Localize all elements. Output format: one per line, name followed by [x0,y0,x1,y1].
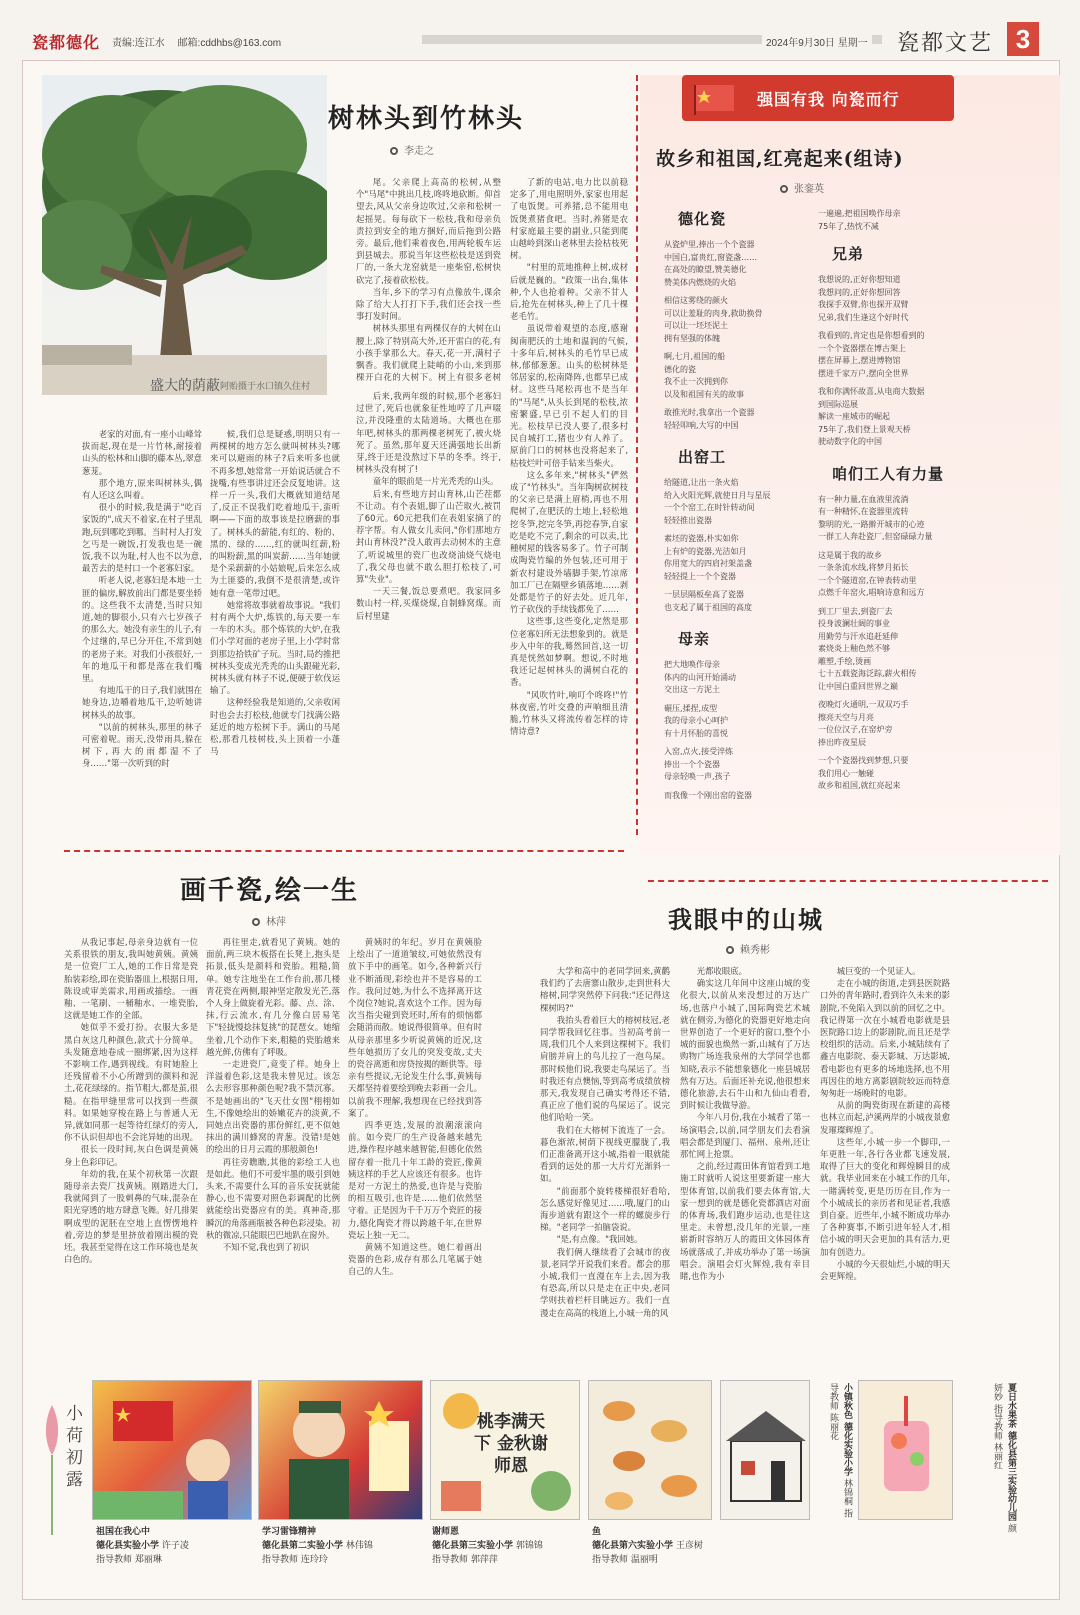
artwork-6 [858,1380,953,1520]
column-label [40,1395,90,1545]
tree-photo [42,75,327,395]
artwork-3 [430,1380,580,1520]
artwork-4-caption: 鱼 德化县第六实验小学 王彦树 指导教师 温丽明 [592,1527,703,1565]
photo-credit: 阿贻摄于水口镇久住村 [220,381,311,391]
artwork-3-text: 桃李满天下 金秋谢师恩 [474,1412,548,1476]
poem-title: 故乡和祖国,红亮起来(组诗) [656,148,904,170]
issue-date: 2024年9月30日 星期一 [762,34,872,49]
poem-section-heading: 咱们工人有力量 [832,464,945,483]
byline-dot-icon [252,918,260,926]
artwork-2 [258,1380,423,1520]
artwork-5-caption: 小镇秋色 德化实验小学 林锦桐 指导教师 陈丽花 [828,1383,852,1518]
photo-caption: 盛大的荫蔽 [150,378,220,394]
editor-info [112,34,281,49]
article1-column-1: 老家的对面,有一座小山峰耸拔而起,现在是一片竹林,耐接着山头的松林和山脚的藤本丛,翠意葱茏。 那个地方,原来叫树林头,偶有人还这么叫着。 很小的时候,我是满于"吃百家饭的",成天不着家,在村子里乱跑,玩到哪吃到哪。当时村人打发乞丐是一碗饭,打发我也是一碗饭,我不以为耻,村人也不以为意,最苦去的是村口一个老寡妇家。 听老人说,老寡妇是本地一土匪的偏房,解放前出门都是要坐轿的。这些我不太清楚,当时只知道,她的脚很小,只有六七岁孩子的那么大。她没有亲生的儿子,有个过继的,早已分开住,不常到她的老房子来。对我们小孩很好,一年的地瓜干和都是落在我们嘴里。 有地瓜干的日子,我们就围在她身边,边嚼着地瓜干,边听她讲树林头的故事。 "以前的树林头,那里的林子可密着呢。雨天,没带雨具,躲在树下,再大的雨都湿不了身……"第一次听到的时 [82,429,202,769]
section-divider [64,850,624,852]
poem-byline: 张銮英 [780,180,824,195]
poem-section-lines: 给隧道,让出一条火焰 给入火阳光辉,就使日月与星辰 一个个窑工,在时针转动间 轻轻推出瓷器 素坯的瓷器,朴实如你 上有炉的瓷器,光洁如月 你用宽大的四肩衬架盖盏 轻轻提上一个个瓷器 一层层隔板垒高了瓷器 也支起了属于祖国的高度 [664,478,771,612]
article1-byline: 李走之 [390,142,434,157]
masthead [22,20,1060,58]
children-art-strip [40,1375,1045,1590]
theme-banner [682,75,954,121]
poem-column-left [664,208,804,802]
theme-banner-text: 强国有我 向瓷而行 [757,90,900,109]
poem-section-heading: 兄弟 [832,245,865,263]
poem-section-heading: 母亲 [678,630,711,648]
artwork-1-caption: 祖国在我心中 德化县实验小学 许子凌 指导教师 郑丽琳 [96,1527,189,1565]
byline-dot-icon [780,185,788,193]
page-number: 3 [1007,22,1039,56]
artwork-2-image [259,1381,423,1520]
poem-section-lines: 有一种力量,在血液里流淌 有一种精怀,在瓷器里流转 黎明的光,一路擀开城市的心迹 一群工人奔赴瓷厂,但窑碌碌力量 这是属于我的故乡 一条条流水线,将梦月拓长 一个个隧道窑,在钟表转动里 点燃千年窑火,唱响诗意和远方 到工厂里去,到瓷厂去 投身波澜壮阔的事业 用勤劳与汗水追赶延伸 素烧炎上釉色然不够 雕塑,手绘,烫画 七十五载瓷海泛踪,薪火相传 让中国白重回世界之巅 夜晚灯火通明,一双双巧手 擦亮天空与月亮 一位位汉子,在窑炉旁 捧出昨夜星辰 一个个瓷器找到梦想,只要 我们用心一触碰 故乡和祖国,就红亮起来 [818,494,933,790]
article1-column-3: 尾。父亲爬上高高的松树,从整个"马尾"中挑出几枝,咚咚地砍断。仰首望去,风从父亲身边吹过,父亲和松树一起摇晃。每每砍下一松枝,我和母亲负责拉到安全的地方捆好,而后拖到公路旁。最后,他们乘着夜色,用两轮板车运到县城去。那说当年这些松枝是送到瓷厂的,一条大龙窑就是一座柴窑,松树快砍完了,接着砍松枝。 当年,乡下的学习有点像放牛,课余除了给大人打打下手,我们还会找一些事打发时间。 树林头那里有两棵仅存的大树在山腰上,除了特别高大外,还开雷白的花,有小孩手掌那么大。春天,花一开,满村子飘香。我们就爬上陡峭的小山,来到那棵开白花的大树下。树上有很多老树 [356,177,501,383]
flag-icon [692,81,738,115]
article1-title: 树林头到竹林头 [328,104,525,134]
poem-section-lines: 把大地唤作母亲 体内的山河开始涌动 交出这一方泥土 碾压,揉捏,成型 我的母亲小心呵护 有十月怀胎的喜悦 入窑,点火,接受淬炼 捧出一个个瓷器 母亲轻唤一声,孩子 而我像一个刚出窑的瓷器 [664,660,752,800]
artwork-6-image [859,1381,953,1520]
editor-name: 责编:连江水 [112,38,165,49]
poem-section-lines: 一遍遍,把祖国唤作母亲 75年了,热忱不减 [818,209,901,231]
artwork-4 [588,1380,712,1520]
article1-column-2: 候,我们总是疑惑,明明只有一两棵树的地方怎么就叫树林头?哪来可以避雨的林子?后来听多也就不再多想,她常常一开始说话就合不拢嘴,有些事讲过还会反复地讲。这样一斤一头,我们大概就知道结尾了,反正不误我们吃着地瓜干,蛮听啊——下面的故事该是拉磨薪的事了。树林头的薪能,有红的、粉的、黑的、绿的……,红的就叫红薪,粉的叫粉薪,黑的叫炭薪……当年她就是个采薪薪的小姑娘呢,后来怎么成为土匪婆的,我倒不是很清楚,或许她有意一笔带过吧。 她常将故事就着故事说。"我们村有两个大炉,炼铁的,每天要一车一车的木头。那个炼铁的大炉,在我们小学对面的老房子里,上小学时常到那边拾铁矿子玩。当时,局约推把树林头变成光秃秃的山头跟碰光彩,树林头就有林子不说,便硬于软伐运输了。 这种经验我是知道的,父亲收闲时也会去打松枝,他就专门找满公路延近的地方松树下手。满山的马尾松,那看几枝树枝,头上顶着一小蓬马 [210,429,340,757]
artwork-4-image [589,1381,712,1520]
article2-column-1: 从我记事起,母亲身边就有一位关系很铁的朋友,我叫她黄姨。黄姨是一位瓷厂工人,她的工作日常是瓷胎装彩绘,即在瓷胎器皿上,根据日用,陈设或审美需求,用画或描绘。一画釉、一笔刷、一桶釉水、一堆瓷胎,这就是她工作的全部。 她似乎不爱打扮。衣服大多是黑白灰这几种颜色,款式十分简单。头发随意地卷成一圈绑紧,因为这样不影响工作,遇到视线。有时她脸上还残留着不小心所蹭到的颜料和泥土,花花绿绿的。指节粗大,都是茧,很糙。在指甲缝里常可以找到一些颜料。如果她穿梭在路上与普通人无异,就如同那一起等待红绿灯的旁人,你不认识但却也不会诧异她的出现。 很长一段时间,灰白色调是黄姨身上色彩印记。 年幼的我,在某个初秋第一次跟随母亲去瓷厂找黄姨。刚踏进大门,我就闻到了一股刺鼻的气味,混杂在阳光穿透的地方肆意飞舞。好几排架啊成型的泥胚在空地上直愣愣地杵着,旁边的梦是里挤放着刚出模的瓷坯。我甚至觉得在这工作环境也是灰白色的。 [64,937,198,1265]
article3-title: 我眼中的山城 [668,905,824,934]
artwork-1 [92,1380,252,1520]
article2-column-2: 再往里走,就看见了黄姨。她的面前,两三块木板搭在长凳上,抱头是拓景,低头是颜料和瓷胎。粗糙,简单。她专注地坐在工作台前,那几楼青花瓷在两侧,眼神坚定散发光芒,落个人身上做旋着光彩。藤、点、涂、抹,行云流水,有几分像白居易笔下"轻拢慢捻抹复挑"的琵琶女。她缩坐着,几个动作下来,粗糙的瓷胎越来越光鲜,仿佛有了呼吸。 一走进瓷厂,竟变了样。她身上洋溢着色彩,这是我未曾见过。该怎么去形容那种颜色呢?我不禁沉寡。不是她画出的"飞天仕女图"栩栩如生,不像她绘出的娇嫩花卉的淡黄,不同她点出瓷器的那份鲜红,更不似她抹出的满川蜂窝的青葱。没错!是她的绘出的日月云霞的那般颜色! 再往旁瞧瞧,其他的彩绘工人也是如此。他们不可爱牢墨的吸引到她头来,不需要什么耳的音乐安抚就能静心,也不需要对照色彩调配的比例就能绘出瓷器应有的美。真神奇,那瞬沉的角落画瓶被各种色彩浸染。初秋的微凉,只能眼巴巴地趴在窗外。 不知不觉,我也到了初识 [206,937,340,1253]
artwork-6-caption: 夏日水果茶 德化县第三实验幼儿园 颜妍妙 指导教师 林丽红 [992,1383,1016,1533]
article2-column-3: 黄姨时的年纪。岁月在黄姨脸上绘出了一道道皱纹,可她依然没有放下手中的画笔。如今,各种新兴行业不断涌现,彩绘也并不是容易的工作。我问过她,为什么不选择离开这个岗位?她说,喜欢这个工作。因为每次当指尖碰到瓷坯时,所有的烦恼都会随消而散。她说得很简单。但有时从母亲那里多少听说黄姨的近况,这些年她损历了女儿的突发变故,丈夫的瓷谷离逝和房贷按揭的断供等。母亲有些提议,无论发生什么事,黄姨每天都坚持着要绘到晚去彩画一会儿。以前我不理解,我想现在已经找到答案了。 四季更迭,发展的浪潮滚滚向前。如今瓷厂的生产设备越来越先进,操作程序越来越智能,但德化依然留存着一批几十年工龄的瓷匠,像黄姨这样的手艺人应该还有很多。也许是对一方泥土的热爱,也许是与瓷胎的相互吸引,也许是……他们依然坚守着。正是因为千千万万个瓷匠的接力,德化陶瓷才得以跨越千年,在世界瓷坛上独一无二。 黄姨不知道这些。她仁着画出瓷器的色彩,成存有那么几笔属于她自己的人生。 [348,937,482,1277]
article3-byline: 赖秀彬 [726,941,770,956]
poem-section-heading: 出窑工 [678,448,727,466]
poem-section-lines: 我想说的,正好你想知道 我想问的,正好你想回答 我探手双臂,你也探开双臂 兄弟,我们生逢这个好时代 我看到的,肯定也是你想看到的 一个个瓷器摆在博古架上 摆在屏幕上,摆进博物馆 摆进千家万户,摆向全世界 我和你满怀故喜,从电商大数据 到国际巡展 解读一座城市的崛起 75年了,我们登上景观天桥 驶动数字化的中国 [818,275,925,446]
artwork-2-caption: 学习雷锋精神 德化县第二实验小学 林伟锦 指导教师 连玲玲 [262,1527,373,1565]
column-divider [636,75,638,835]
article1-column-3b: 后来,我两年级的时候,那个老寡妇过世了,死后也就象征性地哼了几声啜泣,并没隆重的太陆道场。大概也在那年吧,树林头的那两棵老树死了,被火烧死了。虽然,那年夏天还满强地长出新芽,终于还是没熬过下旱的冬季。终于,树林头没有树了! 童年的眼前是一片光秃秃的山头。 后来,有些地方封山育林,山芒茬都不让动。有个表姐,脚了山芒取火,被罚了60元。60元把我们在表姐家摘了的荐字帮。有人做女儿卖问,"你们那地方封山育林没?"没人敢再去动树木的主意了,听说城里的瓷厂也改烧油烧气烧电了,我父母也就不敢么胆打松枝了,可算"失业"。 一天三餐,饭总要煮吧。我家同多数山村一样,买煤烧煤,自制蜂窝煤。而后村里建 [356,391,501,621]
poem-section-heading: 德化瓷 [678,210,727,228]
artwork-1-image [93,1381,252,1520]
editor-email: 邮箱:cddhbs@163.com [177,38,282,49]
byline-dot-icon [390,147,398,155]
poem-section-lines: 从瓷炉里,捧出一个个瓷器 中国白,富贵红,窗瓷盏…… 在高处的瞭望,赞美德化 赞美体内燃烧的火焰 相信这雾绕的颜火 可以让羞耻的肉身,救助换骨 可以让一坯坯泥土 拥有坚强的体魄 啊,七月,祖国的船 德化的瓷 我不止一次拥到你 以及和祖国有关的故事 敢推光时,我拿出一个瓷器 轻轻叩响,大写的中国 [664,240,763,430]
artwork-5 [720,1380,810,1520]
poem-column-right [818,208,978,793]
newspaper-logo: 瓷都德化 [32,33,101,52]
article3-column-2: 光都收眼底。 确实这几年间中这座山城的变化很大,以前从来没想过的万达广场,也落户小城了,国际陶瓷艺术城就在侧旁,为德化的瓷器更好地走向世界创造了一个更好的窗口,整个小城的面貌也焕然一新,山城有了万达购物广场连我泉州的大学同学也都知晓,表示不能想象德化一座县城居然有万达。后面还补充说,他很想来德化旅游,去石牛山和九仙山看看,到时候让我做导游。 今年八月份,我在小城看了第一场演唱会,以前,同学朋友们去看演唱会都是到厦门、福州、泉州,还让那忙网上抢票。 之前,经过霞田体育馆看到工地施工时就听人说这里要新建一座大型体育馆,以前我们要去体育馆,大家一想到的就是德化瓷都酒店对面的体育场,我们跑步运动,也是往这里走。未曾想,没几年的光景,一座崭新时容纳万人的霞田文体园体育场就落成了,并成功举办了第一场演唱会。演唱会灯火辉煌,我有幸目睹,也作为小 [680,966,810,1282]
article3-column-3: 城巨变的一个见证人。 走在小城的街道,走到县医院路口外的青年路时,看到许久未来的影剧院,不免陷入到以前的回忆之中。我记得第一次在小城看电影就是县医院路口边上的影剧院,而且还是学校组织的活动。后来,小城陆续有了鑫吉电影院、泰天影城、万达影城,看电影也有更多的场地选择,也不用再因住的地方离影剧院较远而特意匆匆赶一场晚时的电影。 从前的陶瓷街现在新建的高楼也林立而起,泸溪两岸的小城夜景愈发璀璨辉煌了。 这些年,小城一步一个脚印,一年更胜一年,各行各业都飞速发展,取得了巨大的变化和辉煌瞬目的成就。我毕业回来在小城工作的几年,一睹满转变,更是历历在目,作为一个小城成长的亲历者和见证者,我感到自豪。近些年,小城不断成功举办了各种赛事,不断引进年轻人才,相信小城的明天会更加的具有活力,更加有创造力。 小城的今天很灿烂,小城的明天会更辉煌。 [820,966,950,1282]
article2-byline: 林萍 [252,913,286,928]
article1-column-4: 了新的电站,电力比以前稳定多了,用电照明外,家家也用起了电饭煲。可养猪,总不能用电饭煲煮猪食吧。当时,养猪是农村家庭最主要的副业,只能到爬山越岭到深山老林里去捡枯枝死树。 "村里的荒地推种上树,成材后就是巍的。"政策一出台,集体种,个人也抢着种。父亲不甘人后,抢先在树林头,种上了几十棵老毛竹。 虽说带着观望的态度,感谢闽南肥沃的土地和温润的气候,十多年后,树林头的毛竹早已成林,郁郁葱葱。山头的松树林是邻居家的,松南降阵,也都早已成材。这些马尾松再也不是当年的"马尾",从头长到尾的松枝,浓密繁盛,早已引不起人们的目光。松枝早已没人要了,很多村民自城打工,猪也少有人养了。原前门口的树林也没将起来了,枯枝烂叶可倍手钻来当柴火。 这么多年来,"树林头"俨然成了"竹林头"。当年陶树砍树枝的父亲已是满上眉梢,再也不用爬树了,在肥沃的土地上,轻松地挖冬笋,挖完冬笋,再挖春笋,自家吃是吃不完了,剩余的可以卖,比種树屋的钱客易多了。竹子可制成陶瓷竹编的外包装,还可用于新农村建设外墙脚手架,竹凉席加工厂已在隔壁乡镇落地……剥处都是竹子的好去处。近几年,竹子砍伐的手续钱都免了…… 这些事,这些变化,定然是那位老寡妇所无法想象到的。就是步入中年的我,蓦然回首,这一切真是恍然如梦啊。想说,不时地我还记起树林头的满树白花的香。 "风吹竹叶,响叮个咚咚!"竹林夜密,竹叶交叠的声响细且清脆,竹林头又将流传着怎样的诗情诗意? [510,177,628,737]
artwork-5-image [721,1381,810,1520]
tree-photo-image [42,75,327,395]
section-name: 瓷都文艺 [897,31,994,56]
artwork-3-caption: 谢师恩 德化县第三实验小学 郭锦锦 指导教师 郭萍萍 [432,1527,543,1565]
column-label-text: 小荷初露 [66,1404,83,1490]
article2-title: 画千瓷,绘一生 [180,876,360,906]
section-divider [648,880,1048,882]
article3-column-1: 大学和高中的老同学回来,黄鹳我们约了去唐寨山散步,走到世科大榕树,同学突然停下问我:"还记得这棵树吗?" 我抬头看着巨大的榕树枝冠,老同学帮我回忆往事。当初高考前一周,我们几个人来到这棵树下。我们肩膀并肩上的鸟儿拉了一泡鸟屎。那时候他们说,我要走鸟屎运了。当时我还有点懊恼,等到高考成绩放榜那天,我发现自己确实考得还不错,真正应了他们说的鸟屎运了。说完他们哈哈一笑。 我们在大榕树下流连了一会。暮色渐浓,树荫下视线更朦胧了,我们正准备离开这小城,指着一眼就能看到的远处的那一大片灯光渐斜一如。 "前面那个旋转楼梯很好看哈,怎么感觉好像见过……哦,厦门的山海步道就有跟这个一样的螺旋步行梯。"老同学一拍脑袋说。 "是,有点像。"我回她。 我们俩人继续看了会城市的夜景,老同学开说我们来看。都会的那小城,我们一直漫在车上去,因为我有恐高,所以只是走在正中央,老同学则扶着栏杆目眺远方。我们一直漫走在高高的栈道上,小城一角的风 [540,966,670,1318]
byline-dot-icon [726,946,734,954]
